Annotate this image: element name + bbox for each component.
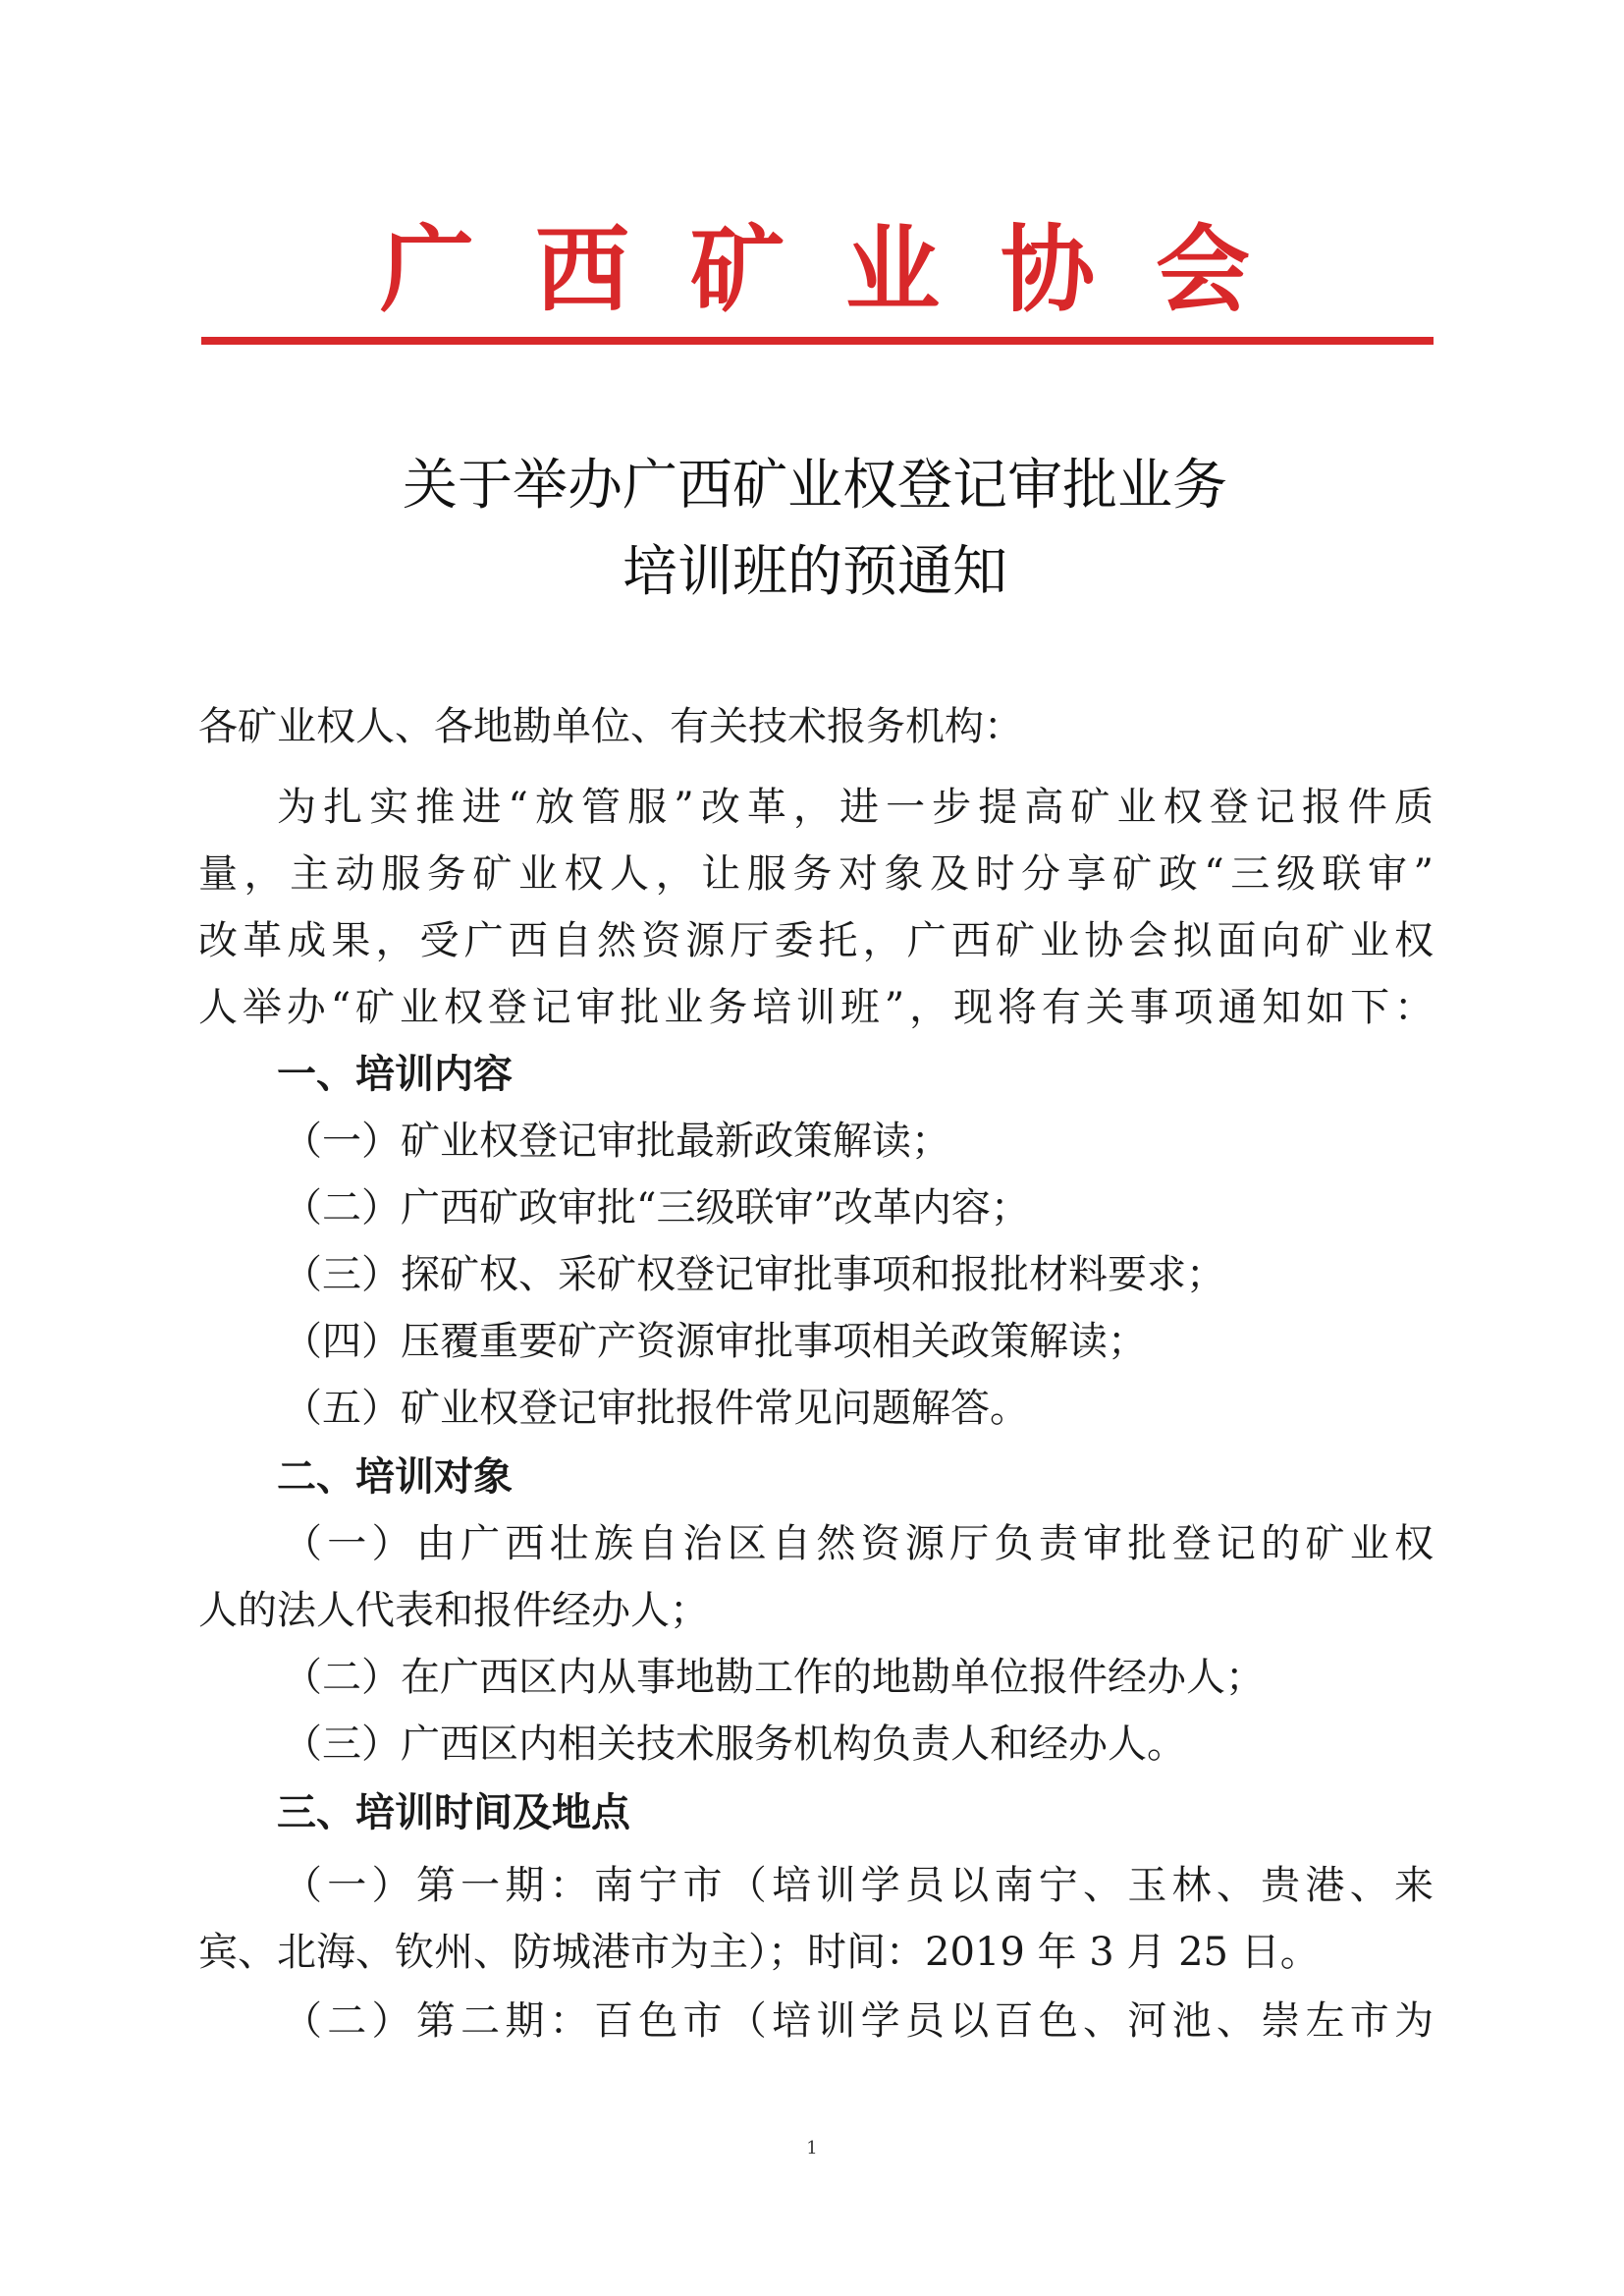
section-1-item: （四）压覆重要矿产资源审批事项相关政策解读；	[283, 1319, 1147, 1364]
intro-line-2: 量，主动服务矿业权人，让服务对象及时分享矿政“三级联审”	[198, 851, 1434, 897]
salutation: 各矿业权人、各地勘单位、有关技术报务机构：	[198, 704, 1023, 749]
section-1-item: （五）矿业权登记审批报件常见问题解答。	[283, 1386, 1029, 1431]
section-1-item: （二）广西矿政审批“三级联审”改革内容；	[283, 1185, 1030, 1230]
section-3-item-1-line-2: 宾、北海、钦州、防城港市为主）；时间：2019 年 3 月 25 日。	[198, 1930, 1320, 1975]
intro-line-4: 人举办“矿业权登记审批业务培训班”，现将有关事项通知如下：	[198, 985, 1434, 1030]
section-2-item-2: （二）在广西区内从事地勘工作的地勘单位报件经办人；	[283, 1655, 1265, 1700]
section-3-item-2-line-1: （二）第二期：百色市（培训学员以百色、河池、崇左市为	[283, 1998, 1434, 2044]
section-1-item: （三）探矿权、采矿权登记审批事项和报批材料要求；	[283, 1252, 1225, 1297]
page-number: 1	[806, 2138, 818, 2159]
section-1-item: （一）矿业权登记审批最新政策解读；	[283, 1119, 950, 1164]
letterhead-org-name: 广西矿业协会	[380, 214, 1311, 325]
document-title-line-1: 关于举办广西矿业权登记审批业务	[403, 454, 1227, 518]
section-2-heading: 二、培训对象	[277, 1454, 513, 1500]
section-2-item-1-line-1: （一）由广西壮族自治区自然资源厅负责审批登记的矿业权	[283, 1521, 1434, 1566]
section-2-item-3: （三）广西区内相关技术服务机构负责人和经办人。	[283, 1722, 1186, 1767]
letterhead-red-rule	[201, 337, 1434, 345]
section-3-heading: 三、培训时间及地点	[277, 1790, 630, 1835]
intro-line-3: 改革成果，受广西自然资源厅委托，广西矿业协会拟面向矿业权	[198, 918, 1434, 963]
intro-line-1: 为扎实推进“放管服”改革，进一步提高矿业权登记报件质	[277, 785, 1434, 830]
section-1-heading: 一、培训内容	[277, 1052, 513, 1097]
section-2-item-1-line-2: 人的法人代表和报件经办人；	[198, 1588, 709, 1633]
section-3-item-1-line-1: （一）第一期：南宁市（培训学员以南宁、玉林、贵港、来	[283, 1863, 1434, 1908]
document-title-line-2: 培训班的预通知	[623, 540, 1007, 604]
